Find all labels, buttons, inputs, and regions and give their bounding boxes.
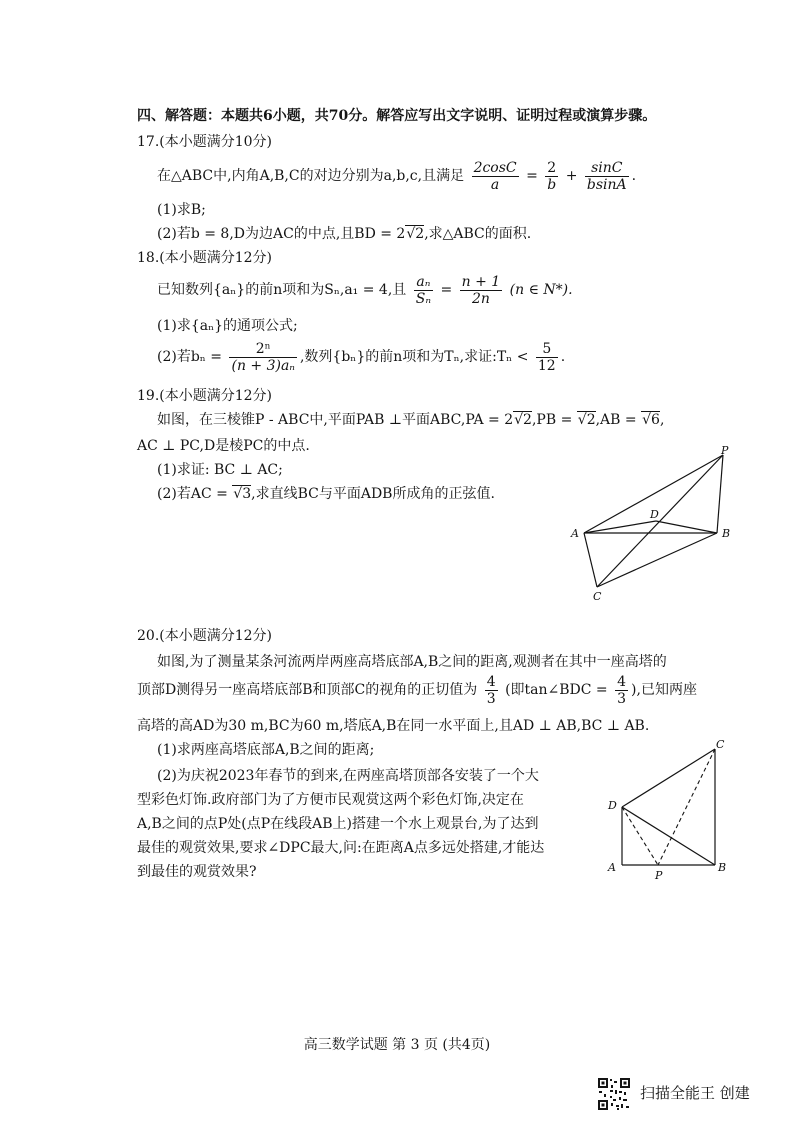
q18-fraction-3: $\frac{\text{2ⁿ}}{\text{(n + 3)aₙ}}$ bbox=[231, 340, 295, 374]
q19-part-1: (1)求证: BC ⊥ AC; bbox=[157, 462, 283, 478]
q18-stem: 已知数列{aₙ}的前n项和为Sₙ,a₁ = 4,且 $\frac{\text{aₙ}}{\text{Sₙ}}$ = $\frac{n + 1}{2n}$ (n ∈ N*). bbox=[157, 273, 573, 307]
q17-fraction-3: $\frac{\sin C}{bsinA}$ bbox=[586, 159, 627, 193]
q20-towers-diagram bbox=[600, 735, 740, 885]
edge-AC bbox=[584, 533, 597, 587]
q20-part-2-line-2: 型彩色灯饰.政府部门为了方便市民观赏这两个彩色灯饰,决定在 bbox=[137, 792, 524, 808]
q18-fraction-2: $\frac{n + 1}{2n}$ bbox=[461, 273, 501, 307]
q20-line-2: 顶部D测得另一座高塔底部B和顶部C的视角的正切值为 $\frac{4}{3}$ (即tan∠BDC = $\frac{4}{3}$ ),已知两座 bbox=[137, 673, 697, 707]
label-A: A bbox=[571, 527, 579, 540]
q20-part-1: (1)求两座高塔底部A,B之间的距离; bbox=[157, 742, 375, 758]
q17-title: 17.(本小题满分10分) bbox=[137, 134, 273, 150]
q19-tetrahedron-diagram bbox=[565, 445, 755, 605]
dashed-DP bbox=[622, 807, 658, 865]
q18-fraction-1: $\frac{\text{aₙ}}{\text{Sₙ}}$ bbox=[415, 273, 431, 307]
q17-part-2: (2)若b = 8,D为边AC的中点,且BD = 2√2,求△ABC的面积. bbox=[157, 226, 532, 242]
q20-part-2-line-3: A,B之间的点P处(点P在线段AB上)搭建一个水上观景台,为了达到 bbox=[137, 816, 539, 832]
edge-PB bbox=[717, 455, 723, 533]
q20-fraction-1: $\frac{4}{3}$ bbox=[486, 673, 496, 707]
edge-PC bbox=[597, 455, 723, 587]
label-D: D bbox=[650, 508, 659, 521]
qr-code-icon bbox=[597, 1077, 631, 1111]
q19-title: 19.(本小题满分12分) bbox=[137, 388, 273, 404]
q17-part-1: (1)求B; bbox=[157, 202, 206, 218]
q20-line-1: 如图,为了测量某条河流两岸两座高塔底部A,B之间的距离,观测者在其中一座高塔的 bbox=[157, 654, 667, 670]
q18-title: 18.(本小题满分12分) bbox=[137, 250, 273, 266]
section-header: 四、解答题：本题共6小题，共70分。解答应写出文字说明、证明过程或演算步骤。 bbox=[137, 108, 657, 124]
q20-line-3: 高塔的高AD为30 m,BC为60 m,塔底A,B在同一水平面上,且AD ⊥ AB,BC ⊥ AB. bbox=[137, 718, 650, 734]
label-C: C bbox=[716, 738, 725, 751]
edge-DB bbox=[656, 521, 717, 533]
label-B: B bbox=[718, 861, 727, 874]
line-DB bbox=[622, 807, 715, 865]
q19-stem-line-2: AC ⊥ PC,D是棱PC的中点. bbox=[137, 438, 310, 454]
label-B: B bbox=[722, 527, 731, 540]
q17-fraction-2: $\frac{2}{b}$ bbox=[547, 159, 557, 193]
label-P: P bbox=[721, 445, 729, 457]
scanner-watermark: 扫描全能王 创建 bbox=[640, 1084, 750, 1102]
label-C: C bbox=[593, 590, 602, 603]
edge-BC bbox=[597, 533, 717, 587]
label-P: P bbox=[655, 869, 663, 882]
q20-part-2-line-1: (2)为庆祝2023年春节的到来,在两座高塔顶部各安装了一个大 bbox=[157, 768, 539, 784]
q17-stem: 在△ABC中,内角A,B,C的对边分别为a,b,c,且满足 $\frac{2\cos C}{a}$ = $\frac{2}{b}$ + $\frac{\sin C}{bsinA}$ . bbox=[157, 159, 637, 193]
label-A: A bbox=[608, 861, 616, 874]
q20-title: 20.(本小题满分12分) bbox=[137, 628, 273, 644]
q20-part-2-line-4: 最佳的观赏效果,要求∠DPC最大,问:在距离A点多远处搭建,才能达 bbox=[137, 840, 545, 856]
q20-fraction-2: $\frac{4}{3}$ bbox=[617, 673, 627, 707]
q17-fraction-1: $\frac{2\cos C}{a}$ bbox=[473, 159, 517, 193]
q17-stem-text: 在△ABC中,内角A,B,C的对边分别为a,b,c,且满足 bbox=[157, 168, 465, 184]
line-DC bbox=[622, 749, 715, 807]
q19-stem-line-1: 如图，在三棱锥P - ABC中,平面PAB ⊥平面ABC,PA = 2√2,PB = √2,AB = √6, bbox=[157, 412, 665, 428]
label-D: D bbox=[608, 799, 617, 812]
q18-part-1: (1)求{aₙ}的通项公式; bbox=[157, 318, 298, 334]
page-footer: 高三数学试题 第 3 页 (共4页) bbox=[303, 1037, 491, 1053]
q20-part-2-line-5: 到最佳的观赏效果? bbox=[137, 864, 257, 880]
q19-part-2: (2)若AC = √3,求直线BC与平面ADB所成角的正弦值. bbox=[157, 486, 495, 502]
q18-part-2: (2)若bₙ = $\frac{\text{2ⁿ}}{\text{(n + 3)aₙ}}$ ,数列{bₙ}的前n项和为Tₙ,求证:Tₙ < $\frac{5}{12}$ . bbox=[157, 340, 566, 374]
q18-fraction-4: $\frac{5}{12}$ bbox=[537, 340, 556, 374]
